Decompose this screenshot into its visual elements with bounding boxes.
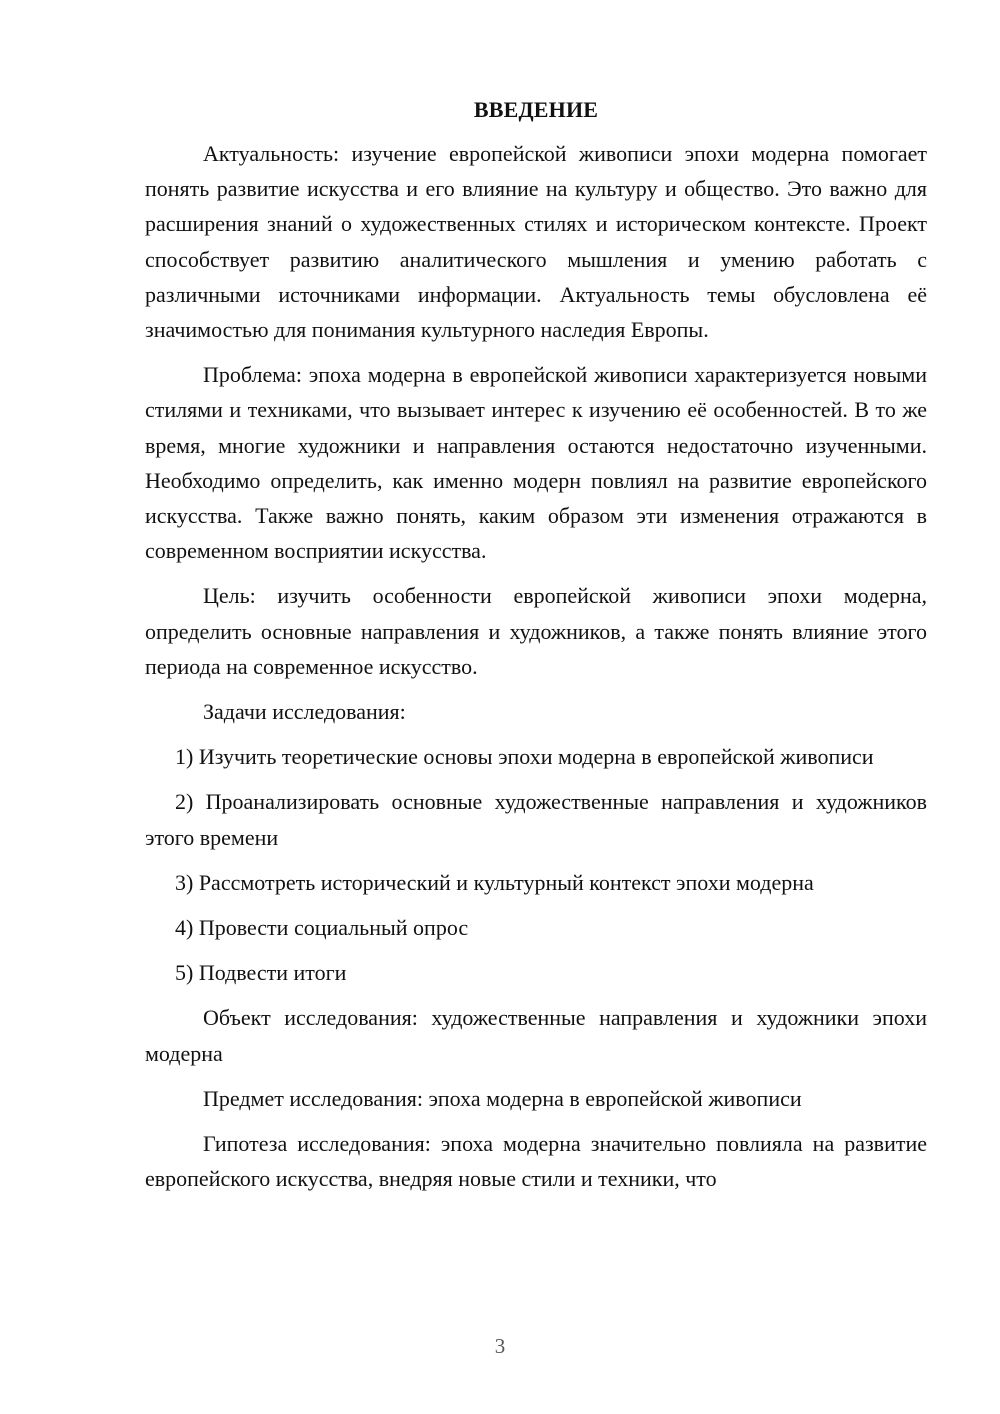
task-item-1: 1) Изучить теоретические основы эпохи модерна в европейской живописи [175, 744, 874, 770]
task-item-2: 2) Проанализировать основные художественные направления и художников этого времени [145, 789, 927, 850]
paragraph-hypothesis: Гипотеза исследования: эпоха модерна значительно повлияла на развитие европейского искусства, внедряя новые стили и техники, что [145, 1131, 927, 1192]
paragraph-relevance: Актуальность: изучение европейской живописи эпохи модерна помогает понять развитие искусства и его влияние на культуру и общество. Это важно для расширения знаний о художественных стилях и историческом контексте. Проект способствует развитию аналитического мышления и умению работать с различными источниками информации. Актуальность темы обусловлена её значимостью для понимания культурного наследия Европы. [145, 141, 927, 343]
task-item-3: 3) Рассмотреть исторический и культурный контекст эпохи модерна [175, 869, 814, 895]
paragraph-subject: Предмет исследования: эпоха модерна в европейской живописи [203, 1085, 802, 1111]
paragraph-object: Объект исследования: художественные направления и художники эпохи модерна [145, 1005, 927, 1066]
task-item-5: 5) Подвести итоги [175, 960, 347, 986]
task-item-4: 4) Провести социальный опрос [175, 915, 469, 941]
tasks-title: Задачи исследования: [203, 699, 406, 725]
document-page [145, 92, 927, 1206]
section-heading: ВВЕДЕНИЕ [473, 97, 599, 122]
page-number: 3 [494, 1334, 506, 1358]
paragraph-problem: Проблема: эпоха модерна в европейской живописи характеризуется новыми стилями и техниками, что вызывает интерес к изучению её особенностей. В то же время, многие художники и направления остаются недостаточно изученными. Необходимо определить, как именно модерн повлиял на развитие европейского искусства. Также важно понять, каким образом эти изменения отражаются в современном восприятии искусства. [145, 362, 927, 564]
paragraph-goal: Цель: изучить особенности европейской живописи эпохи модерна, определить основные направления и художников, а также понять влияние этого периода на современное искусство. [145, 583, 927, 679]
